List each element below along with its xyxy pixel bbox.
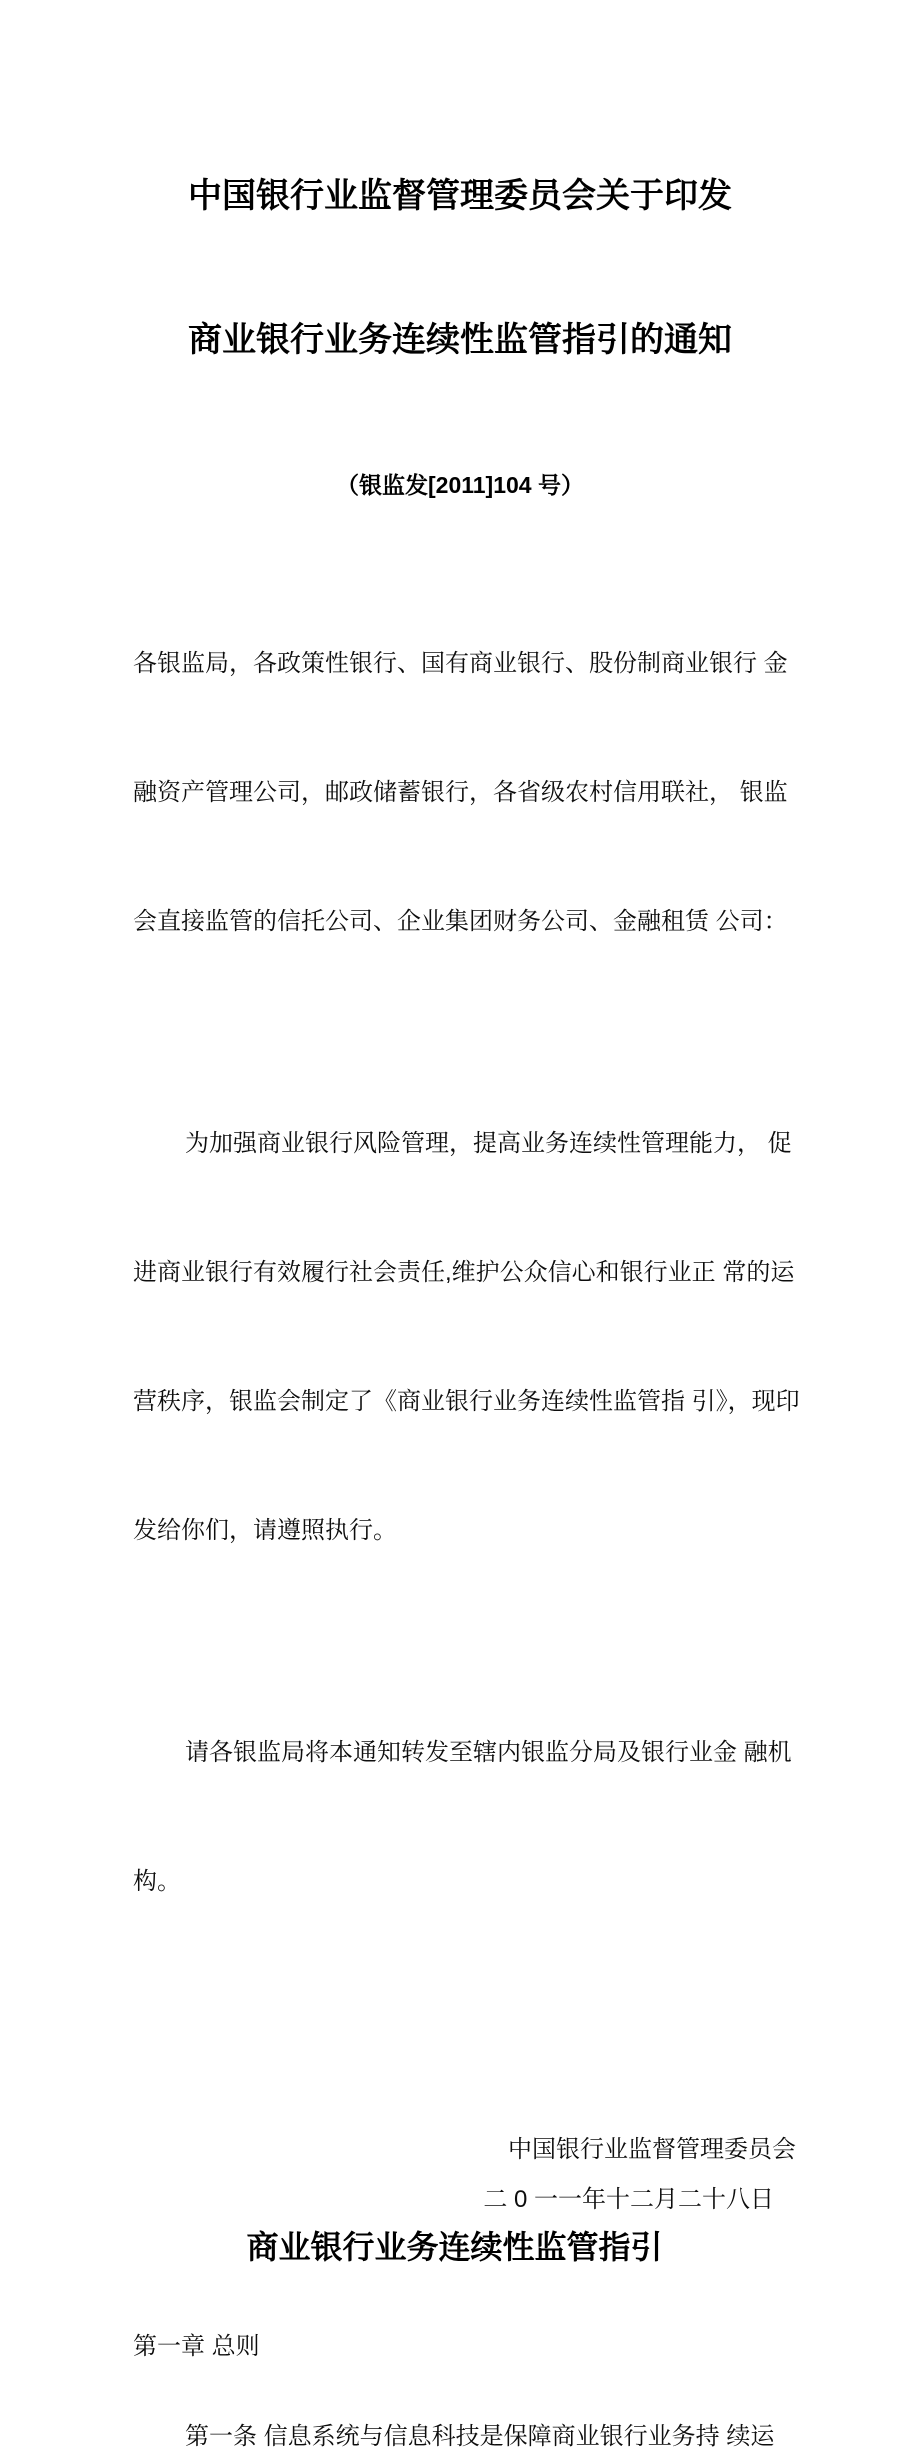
guideline-title: 商业银行业务连续性监管指引	[246, 2229, 663, 2265]
notice-body	[133, 556, 800, 2458]
recipients-paragraph	[133, 556, 800, 1029]
chapter-1-heading: 第一章 总则	[133, 2333, 260, 2360]
intro-paragraph	[133, 1036, 800, 1638]
recipients-line-2: 融资产管理公司，邮政储蓄银行，各省级农村信用联社， 银监	[133, 779, 788, 806]
recipients-line-3: 会直接监管的信托公司、企业集团财务公司、金融租赁 公司：	[133, 908, 788, 935]
intro-line-4: 发给你们，请遵照执行。	[133, 1517, 397, 1544]
doc-number: （银监发[2011]104 号）	[336, 472, 584, 498]
intro-line-2: 进商业银行有效履行社会责任,维护公众信心和银行业正 常的运	[133, 1259, 795, 1286]
signature-org: 中国银行业监督管理委员会	[508, 2136, 796, 2163]
recipients-line-1: 各银监局，各政策性银行、国有商业银行、股份制商业银行 金	[133, 650, 788, 677]
intro-line-3: 营秩序，银监会制定了《商业银行业务连续性监管指 引》，现印	[133, 1388, 800, 1415]
notice-title-line-1: 中国银行业监督管理委员会关于印发	[188, 177, 732, 215]
signature-date: 二 0 一一年十二月二十八日	[483, 2186, 774, 2213]
notice-title	[0, 76, 920, 460]
forward-line-1: 请各银监局将本通知转发至辖内银监分局及银行业金 融机	[185, 1739, 792, 1766]
intro-line-1: 为加强商业银行风险管理，提高业务连续性管理能力， 促	[185, 1130, 792, 1157]
forward-line-2: 构。	[133, 1868, 181, 1895]
notice-title-line-2: 商业银行业务连续性监管指引的通知	[188, 321, 732, 359]
forward-paragraph	[133, 1645, 800, 1989]
article-1-first-line: 第一条 信息系统与信息科技是保障商业银行业务持 续运	[185, 2423, 775, 2450]
